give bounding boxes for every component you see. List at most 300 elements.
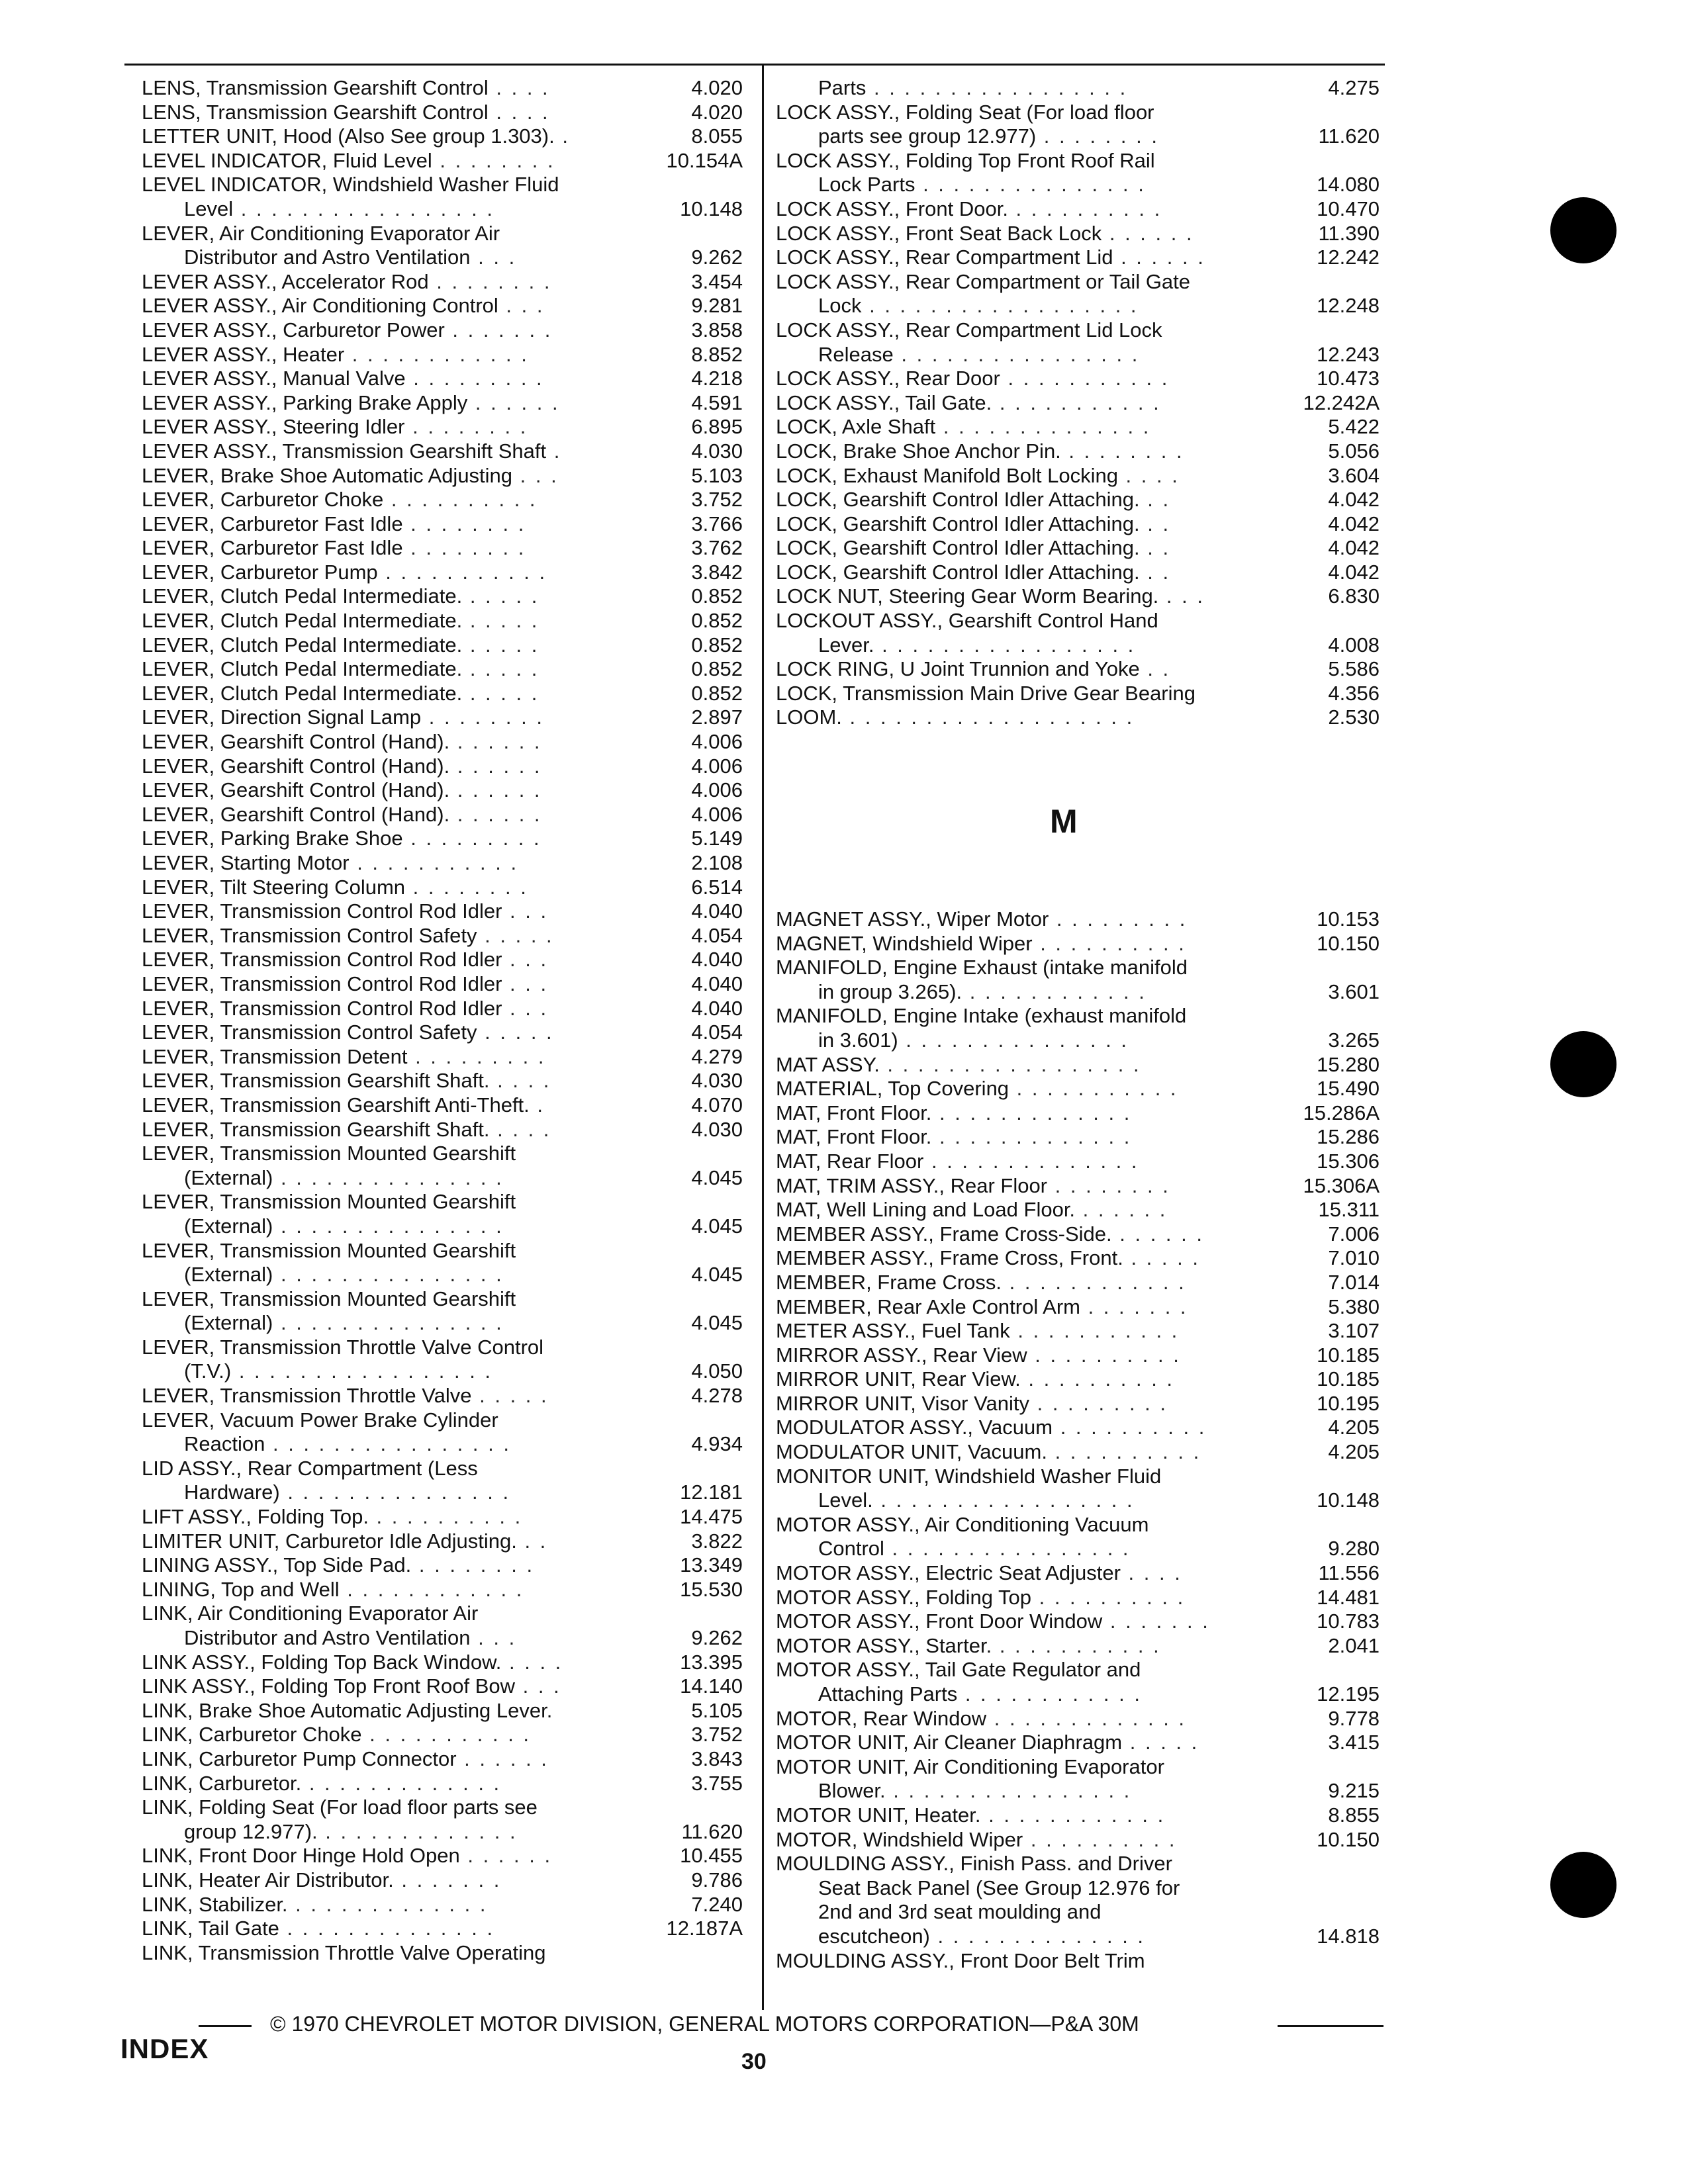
index-entry xyxy=(142,876,743,900)
index-entry xyxy=(776,1634,1380,1659)
entry-text: LINK, Tail Gate xyxy=(142,1917,279,1940)
dot-leader: . . . . . . . . . . . . . . xyxy=(929,1924,1146,1948)
entry-text: LEVER, Parking Brake Shoe xyxy=(142,827,403,850)
entry-reference-number: 4.030 xyxy=(691,439,743,463)
entry-reference-number: 5.149 xyxy=(691,827,743,850)
entry-text: LID ASSY., Rear Compartment (Less xyxy=(142,1456,478,1480)
dot-leader: . . . . . . . . . . . . xyxy=(1002,1270,1186,1294)
index-entry xyxy=(142,318,743,343)
entry-text: MOTOR ASSY., Front Door Window xyxy=(776,1610,1103,1633)
index-entry xyxy=(776,1053,1380,1077)
index-entry xyxy=(776,1610,1380,1634)
entry-text: LEVER, Clutch Pedal Intermediate. xyxy=(142,681,463,705)
entry-text: (External) xyxy=(184,1311,273,1335)
index-entry xyxy=(142,1336,743,1384)
dot-leader: . . . . . . . . . . . . . xyxy=(287,1892,488,1916)
entry-text: LINK, Air Conditioning Evaporator Air xyxy=(142,1602,479,1625)
entry-reference-number: 4.020 xyxy=(691,76,743,99)
binder-hole-top xyxy=(1550,197,1617,263)
entry-reference-number: 13.349 xyxy=(680,1553,743,1577)
entry-reference-number: 10.154A xyxy=(666,148,743,172)
index-entry xyxy=(142,439,743,464)
index-entry xyxy=(776,464,1380,488)
entry-text: LEVER, Transmission Mounted Gearshift xyxy=(142,1142,516,1165)
index-entry xyxy=(142,1045,743,1069)
entry-reference-number: 0.852 xyxy=(691,657,743,681)
entry-text: LEVER, Tilt Steering Column xyxy=(142,875,406,899)
entry-reference-number: 5.586 xyxy=(1328,657,1380,681)
entry-text: LEVER, Transmission Control Rod Idler xyxy=(142,972,502,995)
entry-reference-number: 4.030 xyxy=(691,1117,743,1141)
entry-reference-number: 14.475 xyxy=(680,1505,743,1529)
entry-text: MOTOR, Windshield Wiper xyxy=(776,1827,1023,1851)
entry-reference-number: 8.055 xyxy=(691,124,743,148)
entry-text: MEMBER ASSY., Frame Cross, Front. xyxy=(776,1246,1123,1270)
dot-leader: . . . . . . . . . . . . . . . . xyxy=(893,342,1140,366)
dot-leader: . . . . . . xyxy=(1111,1222,1204,1246)
entry-text: parts see group 12.977) xyxy=(818,124,1037,148)
entry-reference-number: 9.262 xyxy=(691,246,743,269)
entry-text: MAT, Well Lining and Load Floor. xyxy=(776,1198,1076,1222)
entry-reference-number: 15.306 xyxy=(1317,1149,1380,1173)
dot-leader: . . . . xyxy=(488,76,550,99)
index-entry xyxy=(142,1578,743,1602)
entry-text: LINK, Transmission Throttle Valve Operating xyxy=(142,1940,546,1964)
entry-text: LINK, Stabilizer. xyxy=(142,1892,288,1916)
dot-leader: . . . . . . . . . . . . . . . xyxy=(273,1263,504,1287)
index-entry xyxy=(142,1553,743,1578)
entry-text: MANIFOLD, Engine Exhaust (intake manifold xyxy=(776,956,1188,979)
entry-text: LOCK ASSY., Folding Top Front Roof Rail xyxy=(776,148,1155,172)
index-entry xyxy=(776,391,1380,416)
dot-leader: . . . . . . . . . . . xyxy=(377,560,547,584)
entry-reference-number: 10.150 xyxy=(1317,1827,1380,1851)
index-entry xyxy=(776,536,1380,561)
entry-reference-number: 4.045 xyxy=(691,1214,743,1238)
entry-text: MOTOR, Rear Window xyxy=(776,1706,987,1730)
entry-text: LEVER, Transmission Gearshift Shaft. xyxy=(142,1069,490,1093)
entry-reference-number: 4.006 xyxy=(691,730,743,754)
entry-text: MOTOR UNIT, Air Cleaner Diaphragm xyxy=(776,1731,1123,1754)
entry-text: Parts xyxy=(818,76,867,99)
index-entry xyxy=(142,1384,743,1408)
index-entry xyxy=(776,488,1380,512)
entry-text: Level. xyxy=(818,1488,873,1512)
entry-text: 2nd and 3rd seat moulding and xyxy=(818,1900,1102,1924)
dot-leader: . . . xyxy=(512,463,559,487)
entry-text: LINK, Heater Air Distributor. xyxy=(142,1868,394,1891)
entry-reference-number: 3.766 xyxy=(691,512,743,535)
dot-leader: . . . xyxy=(502,996,549,1020)
entry-reference-number: 4.218 xyxy=(691,367,743,390)
entry-text: LEVER ASSY., Transmission Gearshift Shaft xyxy=(142,439,547,463)
entry-reference-number: 4.042 xyxy=(1328,488,1380,512)
index-entry xyxy=(776,1367,1380,1392)
entry-reference-number: 0.852 xyxy=(691,681,743,705)
entry-text: LEVER, Transmission Mounted Gearshift xyxy=(142,1190,516,1214)
entry-text: LOCK ASSY., Tail Gate. xyxy=(776,390,992,414)
entry-reference-number: 4.278 xyxy=(691,1384,743,1408)
entry-reference-number: 15.280 xyxy=(1317,1052,1380,1076)
entry-text: Distributor and Astro Ventilation xyxy=(184,246,471,269)
dot-leader: . . . . . . . . . . . . . . xyxy=(923,1149,1139,1173)
dot-leader: . . xyxy=(1139,488,1171,512)
entry-reference-number: 4.070 xyxy=(691,1093,743,1116)
entry-reference-number: 11.620 xyxy=(681,1819,743,1843)
entry-text: MANIFOLD, Engine Intake (exhaust manifold xyxy=(776,1004,1187,1028)
entry-reference-number: 15.490 xyxy=(1317,1077,1380,1101)
entry-text: MOTOR ASSY., Folding Top xyxy=(776,1585,1031,1609)
index-entry xyxy=(142,343,743,367)
footer-rule-left xyxy=(199,2025,252,2027)
dot-leader: . . . . . . . . . . . xyxy=(992,390,1161,414)
dot-leader: . . . . . . . . xyxy=(402,512,526,535)
left-index-column xyxy=(142,76,743,1965)
dot-leader: . . . . . . . . . . . . . . . . . . . xyxy=(841,705,1135,729)
index-entry xyxy=(776,1707,1380,1731)
entry-text: LINK ASSY., Folding Top Front Roof Bow xyxy=(142,1674,516,1698)
index-entry xyxy=(776,76,1380,101)
entry-reference-number: 11.390 xyxy=(1318,221,1380,245)
entry-reference-number: 3.601 xyxy=(1328,979,1380,1003)
index-entry xyxy=(142,561,743,585)
dot-leader: . . . . . xyxy=(1123,1246,1200,1270)
index-entry xyxy=(142,924,743,948)
entry-reference-number: 0.852 xyxy=(691,584,743,608)
entry-text: in group 3.265). xyxy=(818,979,962,1003)
entry-text: MEMBER, Rear Axle Control Arm xyxy=(776,1295,1080,1318)
dot-leader: . . xyxy=(1139,657,1171,681)
entry-text: MOULDING ASSY., Front Door Belt Trim xyxy=(776,1948,1145,1972)
index-entry xyxy=(776,1828,1380,1852)
index-entry xyxy=(142,899,743,924)
column-divider xyxy=(762,64,764,2010)
index-entry xyxy=(776,1465,1380,1513)
dot-leader: . . . . . xyxy=(477,923,554,947)
index-entry xyxy=(142,633,743,658)
index-entry xyxy=(776,1416,1380,1440)
index-entry xyxy=(142,972,743,997)
entry-reference-number: 14.481 xyxy=(1317,1585,1380,1609)
index-entry xyxy=(142,1723,743,1747)
entry-reference-number: 12.195 xyxy=(1317,1682,1380,1706)
entry-reference-number: 9.281 xyxy=(691,294,743,318)
entry-text: LEVER, Transmission Control Rod Idler xyxy=(142,996,502,1020)
index-entry xyxy=(776,1561,1380,1586)
entry-reference-number: 4.008 xyxy=(1328,633,1380,657)
dot-leader: . . . . . . . . . . . . . . . . xyxy=(884,1537,1131,1561)
index-entry xyxy=(776,439,1380,464)
index-entry xyxy=(776,1392,1380,1416)
index-entry xyxy=(142,1021,743,1045)
entry-text: MAT ASSY. xyxy=(776,1052,880,1076)
entry-text: MAGNET, Windshield Wiper xyxy=(776,931,1033,955)
dot-leader: . . . . . . xyxy=(1102,221,1194,245)
dot-leader: . . . . . . . . . . xyxy=(1031,1585,1186,1609)
entry-text: LINK, Carburetor Choke xyxy=(142,1723,362,1747)
index-entry xyxy=(142,851,743,876)
dot-leader: . . . . . . . . . . . . . . . xyxy=(915,173,1146,197)
dot-leader: . . . xyxy=(498,294,545,318)
entry-text: LEVER ASSY., Heater xyxy=(142,342,345,366)
dot-leader: . . . . xyxy=(1120,1561,1182,1585)
entry-text: Seat Back Panel (See Group 12.976 for xyxy=(818,1876,1180,1899)
dot-leader: . . . xyxy=(502,972,549,995)
index-entry xyxy=(776,318,1380,367)
entry-reference-number: 2.041 xyxy=(1328,1633,1380,1657)
index-entry xyxy=(776,682,1380,706)
entry-reference-number: 3.454 xyxy=(691,269,743,293)
index-entry xyxy=(776,246,1380,270)
entry-reference-number: 11.620 xyxy=(1318,124,1380,148)
entry-text: Reaction xyxy=(184,1432,265,1456)
dot-leader: . . . . . . . . . . xyxy=(1032,931,1186,955)
entry-text: LOCK, Transmission Main Drive Gear Bearing xyxy=(776,681,1196,705)
entry-text: LOCK ASSY., Rear Door xyxy=(776,367,1000,390)
entry-text: Blower. xyxy=(818,1779,886,1803)
index-entry xyxy=(776,367,1380,391)
entry-text: LEVEL INDICATOR, Fluid Level xyxy=(142,148,432,172)
index-entry xyxy=(142,803,743,827)
dot-leader: . . . . . . . . . . . . . . . . . . xyxy=(861,294,1139,318)
dot-leader: . . . . . . . . . xyxy=(1049,907,1188,931)
entry-text: Lock xyxy=(818,294,862,318)
entry-text: LEVER, Carburetor Pump xyxy=(142,560,378,584)
index-entry xyxy=(776,657,1380,682)
entry-text: MAT, Rear Floor xyxy=(776,1149,924,1173)
entry-text: LOCK, Axle Shaft xyxy=(776,415,936,439)
entry-reference-number: 4.042 xyxy=(1328,560,1380,584)
entry-reference-number: 12.242 xyxy=(1317,246,1380,269)
dot-leader: . xyxy=(546,439,562,463)
dot-leader: . . . . . . . . xyxy=(1060,439,1184,463)
dot-leader: . . . . . . . . xyxy=(404,415,528,439)
index-entry xyxy=(142,1287,743,1336)
entry-reference-number: 5.422 xyxy=(1328,415,1380,439)
index-entry xyxy=(142,1239,743,1287)
index-entry xyxy=(142,1651,743,1675)
entry-reference-number: 10.185 xyxy=(1317,1343,1380,1367)
dot-leader: . . . . . . xyxy=(1113,246,1205,269)
entry-text: MOTOR ASSY., Tail Gate Regulator and xyxy=(776,1658,1141,1682)
index-entry xyxy=(142,512,743,537)
dot-leader: . . . . . . . . . . . . xyxy=(962,979,1147,1003)
index-entry xyxy=(142,948,743,972)
entry-text: LEVER, Carburetor Choke xyxy=(142,488,384,512)
entry-text: LINK, Front Door Hinge Hold Open xyxy=(142,1844,460,1868)
entry-reference-number: 9.262 xyxy=(691,1626,743,1649)
index-entry xyxy=(776,1343,1380,1368)
index-entry xyxy=(142,101,743,125)
entry-reference-number: 5.056 xyxy=(1328,439,1380,463)
dot-leader: . . . . . . xyxy=(1075,1198,1168,1222)
entry-reference-number: 6.895 xyxy=(691,415,743,439)
dot-leader: . . . . . xyxy=(477,1021,554,1044)
entry-reference-number: 11.556 xyxy=(1318,1561,1380,1585)
index-entry xyxy=(142,730,743,754)
dot-leader: . xyxy=(554,124,570,148)
entry-reference-number: 3.604 xyxy=(1328,463,1380,487)
entry-reference-number: 10.148 xyxy=(1317,1488,1380,1512)
dot-leader: . . . . . . xyxy=(449,802,542,826)
entry-text: MODULATOR ASSY., Vacuum xyxy=(776,1416,1053,1439)
entry-text: Hardware) xyxy=(184,1480,280,1504)
entry-text: MATERIAL, Top Covering xyxy=(776,1077,1009,1101)
entry-text: METER ASSY., Fuel Tank xyxy=(776,1319,1010,1343)
index-entry xyxy=(142,1408,743,1457)
entry-text: MOTOR ASSY., Electric Seat Adjuster xyxy=(776,1561,1121,1585)
index-entry xyxy=(776,1125,1380,1150)
index-entry xyxy=(142,1772,743,1796)
index-entry xyxy=(142,1844,743,1868)
entry-text: LEVER, Transmission Control Rod Idler xyxy=(142,948,502,972)
index-entry xyxy=(142,584,743,609)
entry-text: in 3.601) xyxy=(818,1028,898,1052)
entry-reference-number: 4.045 xyxy=(691,1263,743,1287)
entry-reference-number: 4.040 xyxy=(691,972,743,995)
entry-text: (External) xyxy=(184,1263,273,1287)
entry-text: LOOM. xyxy=(776,705,842,729)
dot-leader: . . . . . . . . . . xyxy=(1027,1343,1181,1367)
index-entry xyxy=(142,1941,743,1966)
dot-leader: . . . . . . . . . . xyxy=(383,488,538,512)
entry-text: LEVER, Air Conditioning Evaporator Air xyxy=(142,221,500,245)
entry-text: MAT, TRIM ASSY., Rear Floor xyxy=(776,1173,1048,1197)
entry-text: LINING ASSY., Top Side Pad. xyxy=(142,1553,412,1577)
entry-reference-number: 4.006 xyxy=(691,778,743,802)
index-entry xyxy=(142,1529,743,1554)
dot-leader: . xyxy=(529,1093,545,1116)
entry-reference-number: 3.822 xyxy=(691,1529,743,1553)
entry-reference-number: 13.395 xyxy=(680,1650,743,1674)
dot-leader: . . . . . xyxy=(1122,1731,1199,1754)
entry-reference-number: 15.286 xyxy=(1317,1125,1380,1149)
entry-text: LEVER, Carburetor Fast Idle xyxy=(142,512,403,535)
index-entry xyxy=(142,367,743,391)
dot-leader: . . . . . . . . . . . . . . . . . xyxy=(866,76,1128,99)
entry-reference-number: 15.311 xyxy=(1318,1198,1380,1222)
dot-leader: . . . . . . . . . . . . xyxy=(344,342,529,366)
entry-text: (External) xyxy=(184,1165,273,1189)
entry-reference-number: 12.243 xyxy=(1317,342,1380,366)
dot-leader: . . . . . . . . . . . . . . . . xyxy=(885,1779,1132,1803)
index-entry xyxy=(142,173,743,221)
entry-text: LEVER, Starting Motor xyxy=(142,851,350,874)
entry-reference-number: 10.195 xyxy=(1317,1391,1380,1415)
entry-text: LEVER, Transmission Throttle Valve xyxy=(142,1384,472,1408)
entry-text: MOULDING ASSY., Finish Pass. and Driver xyxy=(776,1852,1172,1876)
dot-leader: . . . . . . . . . . . . . xyxy=(931,1101,1132,1124)
dot-leader: . . . . xyxy=(501,1650,563,1674)
entry-reference-number: 3.843 xyxy=(691,1747,743,1770)
entry-text: LEVER, Direction Signal Lamp xyxy=(142,705,422,729)
index-entry xyxy=(142,1796,743,1844)
index-entry xyxy=(142,1917,743,1941)
entry-text: LEVER, Gearshift Control (Hand). xyxy=(142,802,450,826)
entry-text: LINING, Top and Well xyxy=(142,1577,340,1601)
entry-text: LOCK ASSY., Front Door. xyxy=(776,197,1008,220)
entry-reference-number: 14.818 xyxy=(1317,1924,1380,1948)
index-entry xyxy=(776,415,1380,439)
index-entry xyxy=(776,1949,1380,1974)
entry-reference-number: 12.181 xyxy=(680,1480,743,1504)
entry-text: MOTOR UNIT, Air Conditioning Evaporator xyxy=(776,1754,1164,1778)
dot-leader: . . . . . . . . . . . . . . . xyxy=(273,1214,504,1238)
index-entry xyxy=(776,1198,1380,1222)
entry-reference-number: 8.855 xyxy=(1328,1803,1380,1827)
index-entry xyxy=(776,1440,1380,1465)
dot-leader: . . xyxy=(1139,536,1171,560)
entry-text: LOCK, Exhaust Manifold Bolt Locking xyxy=(776,463,1118,487)
index-entry xyxy=(776,197,1380,222)
index-entry xyxy=(142,1093,743,1118)
entry-reference-number: 3.842 xyxy=(691,560,743,584)
index-entry xyxy=(776,1731,1380,1755)
right-index-column-upper xyxy=(776,76,1380,730)
entry-reference-number: 10.783 xyxy=(1317,1610,1380,1633)
dot-leader: . . xyxy=(516,1529,548,1553)
dot-leader: . . . . . . xyxy=(449,778,542,802)
index-entry xyxy=(776,1852,1380,1948)
dot-leader: . . . . . xyxy=(471,1384,549,1408)
entry-reference-number: 3.265 xyxy=(1328,1028,1380,1052)
entry-text: MEMBER, Frame Cross. xyxy=(776,1270,1002,1294)
entry-reference-number: 3.415 xyxy=(1328,1731,1380,1754)
entry-text: LEVER, Transmission Control Rod Idler xyxy=(142,899,502,923)
footer-rule-right xyxy=(1278,2025,1383,2027)
entry-reference-number: 4.042 xyxy=(1328,536,1380,560)
index-entry xyxy=(776,609,1380,657)
entry-text: LEVER, Transmission Mounted Gearshift xyxy=(142,1287,516,1310)
dot-leader: . . . . . . . . xyxy=(1047,1173,1170,1197)
index-entry xyxy=(142,657,743,682)
entry-reference-number: 3.752 xyxy=(691,488,743,512)
index-entry xyxy=(142,1505,743,1529)
index-entry xyxy=(142,827,743,851)
index-entry xyxy=(776,1658,1380,1706)
index-entry xyxy=(142,222,743,270)
entry-text: group 12.977). xyxy=(184,1819,318,1843)
footer-copyright: © 1970 CHEVROLET MOTOR DIVISION, GENERAL MOTORS CORPORATION—P&A 30M xyxy=(270,2012,1139,2036)
entry-reference-number: 7.240 xyxy=(691,1892,743,1916)
entry-text: LEVER, Brake Shoe Automatic Adjusting xyxy=(142,463,513,487)
dot-leader: . . . xyxy=(502,948,549,972)
index-entry xyxy=(142,682,743,706)
index-entry xyxy=(776,1246,1380,1271)
dot-leader: . . . . . . . . . . xyxy=(1020,1367,1175,1391)
entry-text: LOCK, Gearshift Control Idler Attaching. xyxy=(776,536,1140,560)
entry-reference-number: 3.755 xyxy=(691,1771,743,1795)
dot-leader: . . . . . . . . . . . xyxy=(1009,1077,1178,1101)
entry-reference-number: 10.153 xyxy=(1317,907,1380,931)
dot-leader: . . . . . . . xyxy=(1102,1610,1210,1633)
dot-leader: . . . . . . . . . . . . . . . xyxy=(273,1311,504,1335)
dot-leader: . . . . . . . . . . xyxy=(1047,1440,1201,1464)
entry-reference-number: 6.514 xyxy=(691,875,743,899)
index-entry xyxy=(776,1271,1380,1295)
entry-text: escutcheon) xyxy=(818,1924,930,1948)
index-entry xyxy=(142,124,743,149)
index-entry xyxy=(142,391,743,416)
entry-reference-number: 7.006 xyxy=(1328,1222,1380,1246)
entry-text: LEVER ASSY., Air Conditioning Control xyxy=(142,294,498,318)
dot-leader: . . . . . . . . . . . xyxy=(1009,1319,1180,1343)
index-entry xyxy=(142,778,743,803)
entry-reference-number: 12.248 xyxy=(1317,294,1380,318)
entry-text: LEVER, Clutch Pedal Intermediate. xyxy=(142,633,463,657)
entry-reference-number: 2.530 xyxy=(1328,705,1380,729)
entry-text: LENS, Transmission Gearshift Control xyxy=(142,76,489,99)
